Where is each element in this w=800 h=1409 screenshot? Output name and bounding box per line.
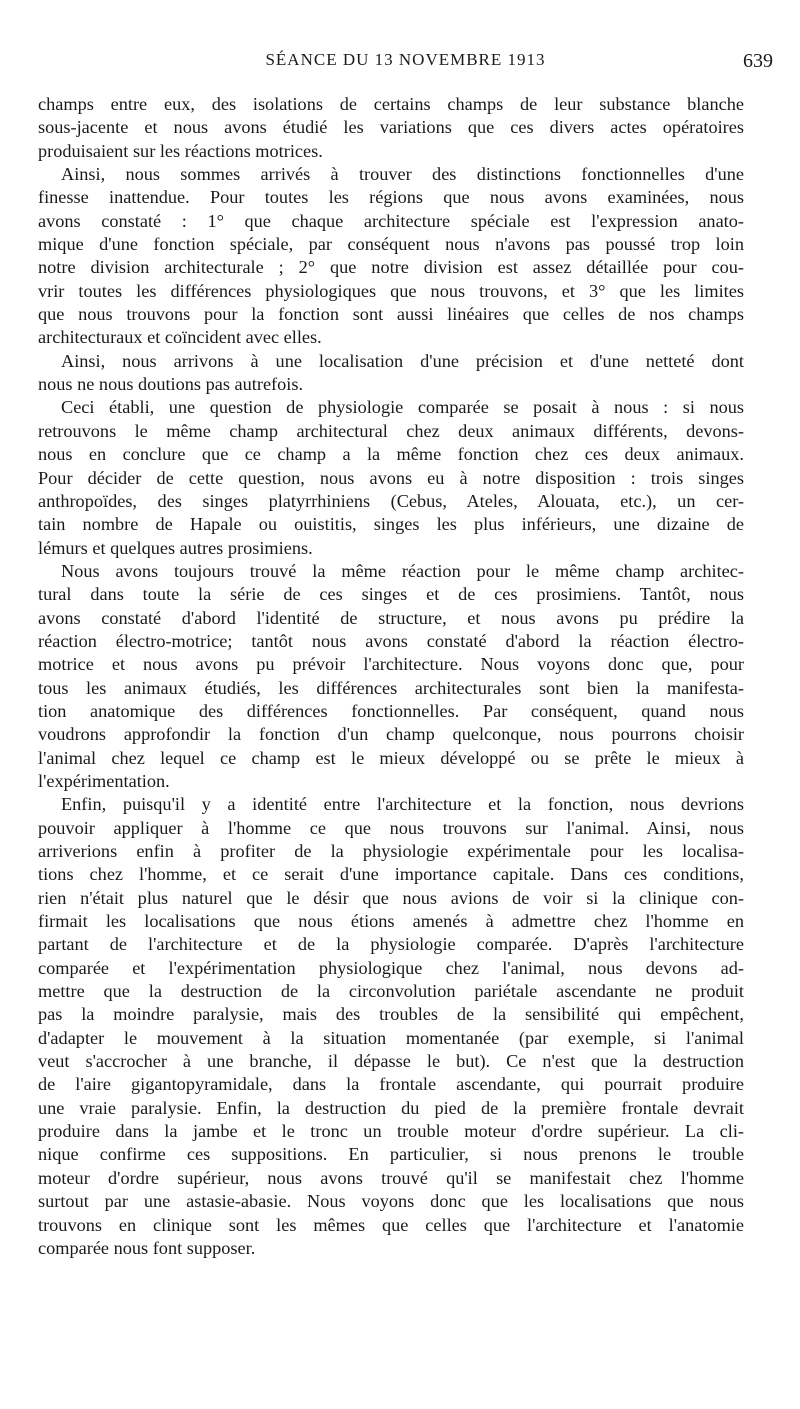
text-line: moteur d'ordre supérieur, nous avons trouvé qu'il se manifestait chez l'homme — [38, 1167, 744, 1188]
text-line: d'adapter le mouvement à la situation momentanée (par exemple, si l'animal — [38, 1027, 744, 1048]
text-line: anthropoïdes, des singes platyrrhiniens (Cebus, Ateles, Alouata, etc.), un cer- — [38, 490, 744, 511]
text-line: mique d'une fonction spéciale, par conséquent nous n'avons pas poussé trop loin — [38, 234, 744, 255]
text-line: arriverions enfin à profiter de la physiologie expérimentale pour les localisa- — [38, 841, 744, 861]
running-title: SÉANCE DU 13 NOVEMBRE 1913 — [265, 50, 546, 69]
text-line: Enfin, puisqu'il y a identité entre l'architecture et la fonction, nous devrions — [61, 794, 744, 815]
text-line: de l'aire gigantopyramidale, dans la frontale ascendante, qui pourrait produire — [38, 1074, 744, 1095]
text-line: tural dans toute la série de ces singes et de ces prosimiens. Tantôt, nous — [38, 584, 744, 605]
text-line: nique confirme ces suppositions. En particulier, si nous prenons le trouble — [38, 1144, 744, 1165]
text-line: nous en conclure que ce champ a la même fonction chez ces deux animaux. — [38, 444, 744, 465]
text-line: retrouvons le même champ architectural chez deux animaux différents, devons- — [38, 420, 744, 441]
text-line: lémurs et quelques autres prosimiens. — [38, 537, 313, 558]
text-line: firmait les localisations que nous étions amenés à admettre chez l'homme en — [38, 911, 744, 932]
text-line: réaction électro-motrice; tantôt nous avons constaté d'abord la réaction électro- — [38, 630, 744, 651]
text-line: produisaient sur les réactions motrices. — [38, 140, 323, 161]
text-line: comparée nous font supposer. — [38, 1237, 256, 1258]
text-line: produire dans la jambe et le tronc un trouble moteur d'ordre supérieur. La cli- — [38, 1121, 744, 1142]
text-line: Ceci établi, une question de physiologie comparée se posait à nous : si nous — [61, 397, 744, 418]
text-line: champs entre eux, des isolations de certains champs de leur substance blanche — [38, 94, 744, 114]
text-line: Nous avons toujours trouvé la même réaction pour le même champ architec- — [61, 560, 744, 581]
text-line: l'expérimentation. — [38, 770, 170, 791]
text-line: comparée et l'expérimentation physiologique chez l'animal, nous devons ad- — [38, 957, 744, 978]
text-line: pas la moindre paralysie, mais des troubles de la sensibilité qui empêchent, — [38, 1004, 744, 1025]
text-line: surtout par une astasie-abasie. Nous voyons donc que les localisations que nous — [38, 1191, 744, 1212]
text-line: que nous trouvons pour la fonction sont aussi linéaires que celles de nos champs — [38, 304, 744, 325]
text-line: tous les animaux étudiés, les différences architecturales sont bien la manifesta- — [38, 677, 744, 698]
body-text — [38, 93, 744, 1260]
text-line: Ainsi, nous arrivons à une localisation d'une précision et d'une netteté dont — [61, 350, 744, 371]
text-line: une vraie paralysie. Enfin, la destruction du pied de la première frontale devrait — [38, 1097, 744, 1118]
text-line: tions chez l'homme, et ce serait d'une importance capitale. Dans ces conditions, — [38, 864, 744, 885]
text-line: architecturaux et coïncident avec elles. — [38, 327, 322, 348]
text-line: Ainsi, nous sommes arrivés à trouver des distinctions fonctionnelles d'une — [61, 164, 744, 185]
text-line: partant de l'architecture et de la physiologie comparée. D'après l'architecture — [38, 934, 744, 955]
text-line: avons constaté : 1° que chaque architecture spéciale est l'expression anato- — [38, 210, 744, 231]
page-header — [38, 50, 773, 80]
text-line: avons constaté d'abord l'identité de structure, et nous avons pu prédire la — [38, 607, 744, 628]
text-line: sous-jacente et nous avons étudié les variations que ces divers actes opératoires — [38, 117, 744, 138]
text-line: notre division architecturale ; 2° que notre division est assez détaillée pour cou- — [38, 257, 744, 278]
text-line: finesse inattendue. Pour toutes les régions que nous avons examinées, nous — [38, 187, 744, 208]
text-line: rien n'était plus naturel que le désir que nous avions de voir si la clinique con- — [38, 887, 744, 908]
text-line: motrice et nous avons pu prévoir l'architecture. Nous voyons donc que, pour — [38, 654, 744, 675]
text-line: trouvons en clinique sont les mêmes que celles que l'architecture et l'anatomie — [38, 1214, 744, 1235]
text-line: pouvoir appliquer à l'homme ce que nous trouvons sur l'animal. Ainsi, nous — [38, 817, 744, 838]
text-line: l'animal chez lequel ce champ est le mieux développé ou se prête le mieux à — [38, 747, 744, 768]
text-line: tain nombre de Hapale ou ouistitis, singes les plus inférieurs, une dizaine de — [38, 514, 744, 535]
text-line: nous ne nous doutions pas autrefois. — [38, 374, 304, 395]
text-line: voudrons approfondir la fonction d'un champ quelconque, nous pourrons choisir — [38, 724, 744, 745]
text-line: vrir toutes les différences physiologiques que nous trouvons, et 3° que les limites — [38, 280, 744, 301]
text-line: Pour décider de cette question, nous avons eu à notre disposition : trois singes — [38, 467, 744, 488]
text-line: mettre que la destruction de la circonvolution pariétale ascendante ne produit — [38, 981, 744, 1002]
text-line: veut s'accrocher à une branche, il dépasse le but). Ce n'est que la destruction — [38, 1051, 744, 1072]
page-number: 639 — [743, 50, 773, 72]
text-line: tion anatomique des différences fonctionnelles. Par conséquent, quand nous — [38, 700, 744, 721]
